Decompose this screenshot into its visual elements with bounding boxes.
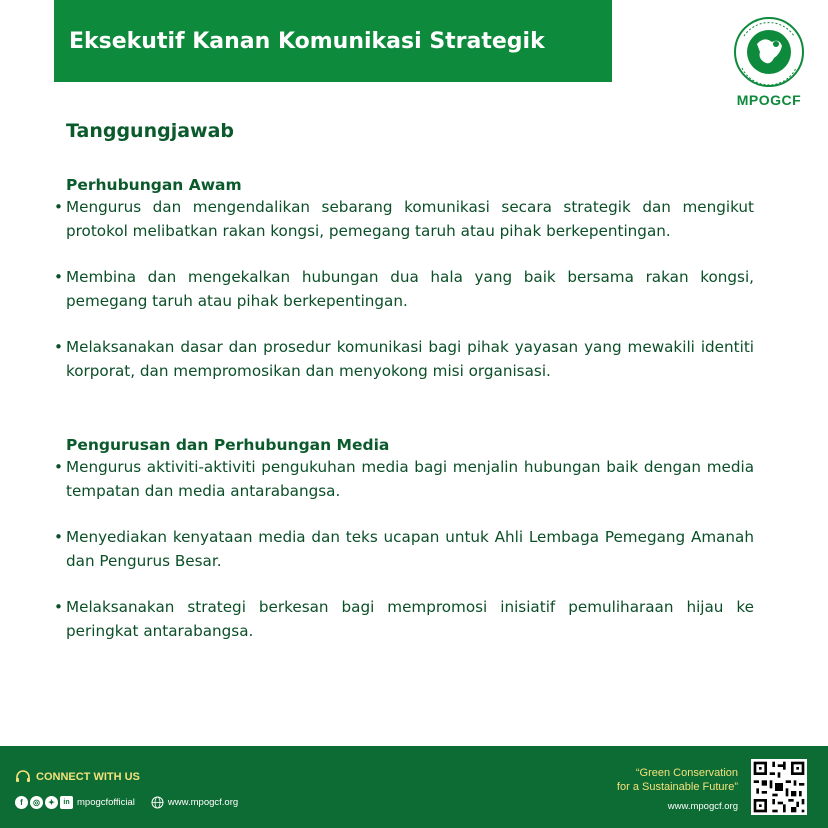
list-item: • Melaksanakan dasar dan prosedur komunikasi bagi pihak yayasan yang mewakili identiti korporat, dan mempromosikan dan menyokong misi organisasi. — [54, 336, 754, 383]
section-title: Perhubungan Awam — [66, 176, 242, 194]
logo-emblem-icon — [724, 14, 814, 94]
page-title: Eksekutif Kanan Komunikasi Strategik — [69, 28, 545, 54]
instagram-icon[interactable]: ◎ — [30, 796, 43, 809]
title-banner — [54, 0, 612, 82]
list-item: • Membina dan mengekalkan hubungan dua hala yang baik bersama rakan kongsi, pemegang taruh atau pihak berkepentingan. — [54, 266, 754, 313]
tagline — [617, 766, 738, 794]
headset-icon — [15, 770, 31, 784]
tagline-line2: for a Sustainable Future” — [616, 781, 738, 793]
mpogcf-logo — [724, 14, 814, 110]
section-heading: Tanggungjawab — [66, 120, 235, 142]
twitter-icon[interactable]: ✦ — [45, 796, 58, 809]
main-content — [54, 120, 754, 142]
section-public-relations — [54, 174, 754, 383]
list-item: • Menyediakan kenyataan media dan teks ucapan untuk Ahli Lembaga Pemegang Amanah dan Pengurus Besar. — [54, 526, 754, 573]
facebook-icon[interactable]: f — [15, 796, 28, 809]
list-item: • Mengurus dan mengendalikan sebarang komunikasi secara strategik dan mengikut protokol melibatkan rakan kongsi, pemegang taruh atau pihak berkepentingan. — [54, 196, 754, 243]
globe-icon — [151, 796, 164, 809]
footer-url[interactable]: www.mpogcf.org — [667, 801, 738, 812]
qr-code — [751, 759, 807, 815]
footer — [0, 746, 828, 828]
social-links — [15, 796, 238, 809]
section-title: Pengurusan dan Perhubungan Media — [66, 436, 390, 454]
website-link[interactable]: www.mpogcf.org — [167, 797, 239, 808]
logo-name: MPOGCF — [736, 92, 802, 108]
linkedin-icon[interactable]: in — [60, 796, 73, 809]
connect-with-us — [15, 770, 140, 784]
tagline-line1: “Green Conservation — [635, 767, 738, 779]
list-item: • Mengurus aktiviti-aktiviti pengukuhan media bagi menjalin hubungan baik dengan media tempatan dan media antarabangsa. — [54, 456, 754, 503]
connect-label: CONNECT WITH US — [36, 771, 140, 783]
section-media-relations — [54, 434, 754, 643]
social-handle[interactable]: mpogcfofficial — [77, 797, 135, 808]
list-item: • Melaksanakan strategi berkesan bagi mempromosi inisiatif pemuliharaan hijau ke peringkat antarabangsa. — [54, 596, 754, 643]
